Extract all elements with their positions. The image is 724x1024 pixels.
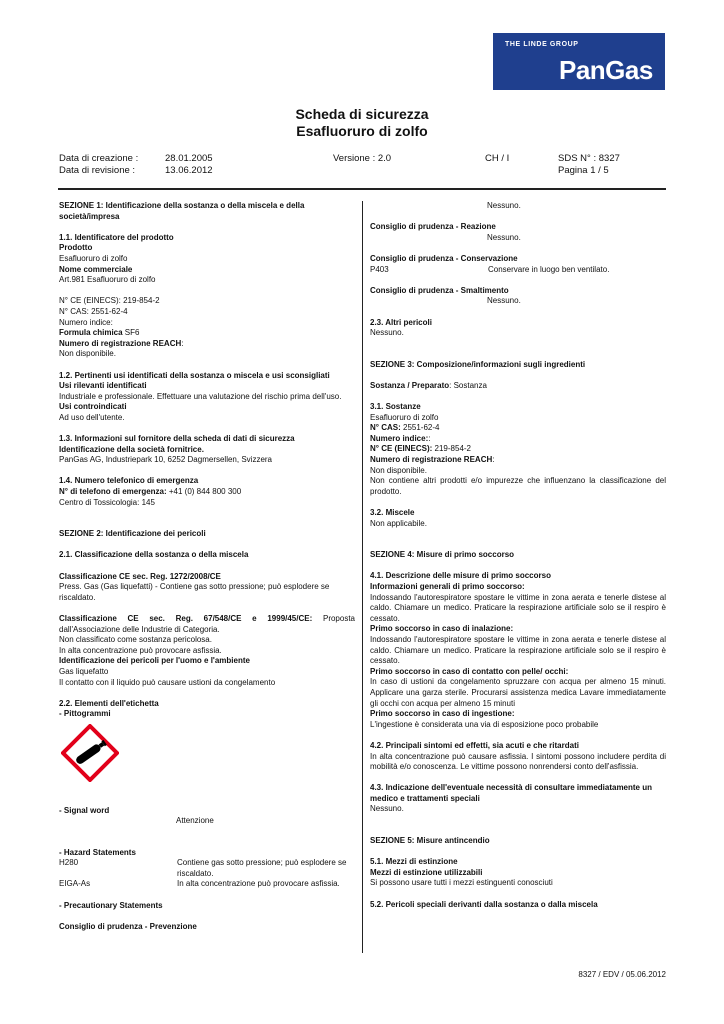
reach-line xyxy=(59,339,355,350)
logo-brand-text: PanGas xyxy=(559,55,653,85)
h280-row xyxy=(59,858,355,879)
sostanza-nome: Esafluoruro di zolfo xyxy=(370,412,439,422)
usi-label: Usi rilevanti identificati xyxy=(59,381,147,391)
reach-value-right: Non disponibile. xyxy=(370,465,427,475)
precautionary-statements-label: - Precautionary Statements xyxy=(59,900,163,910)
usi-value: Industriale e professionale. Effettuare una valutazione del rischio prima dell'uso. xyxy=(59,391,342,401)
identificazione-pericoli-label: Identificazione dei pericoli per l'uomo e l'ambiente xyxy=(59,656,250,666)
formula-line xyxy=(59,328,355,339)
reach-colon-right: : xyxy=(492,455,495,465)
reach-label: Numero di registrazione REACH xyxy=(59,338,182,348)
telefono-line xyxy=(59,487,355,498)
class-1272-value: Press. Gas (Gas liquefatti) - Contiene gas sotto pressione; può esplodere se riscaldato. xyxy=(59,582,330,602)
section-2-title: SEZIONE 2: Identificazione dei pericoli xyxy=(59,529,206,539)
generali-label: Informazioni generali di primo soccorso: xyxy=(370,582,525,591)
class-1272-label: Classificazione CE sec. Reg. 1272/2008/CE xyxy=(59,571,221,581)
header-divider xyxy=(58,188,666,190)
ingestione-label: Primo soccorso in caso di ingestione: xyxy=(370,709,515,719)
version: Versione : 2.0 xyxy=(333,153,392,164)
signal-word-label: - Signal word xyxy=(59,805,110,815)
heading-1-1: 1.1. Identificatore del prodotto xyxy=(59,232,174,242)
indice-line xyxy=(370,434,666,445)
pelle-occhi-text: In caso di ustioni da congelamento spruzzare con acqua per almeno 15 minuti. Applicare una garza sterile. Procurarsi assistenza medica Lavare immediatamente gli occhi con acqua per almeno 15 minuti xyxy=(370,677,666,708)
document-subtitle: Esafluoruro di zolfo xyxy=(296,123,428,139)
indice-value: : xyxy=(428,433,431,443)
smaltimento-label: Consiglio di prudenza - Smaltimento xyxy=(370,285,509,295)
contatto-liquido: Il contatto con il liquido può causare ustioni da congelamento xyxy=(59,677,276,687)
gas-liquefatto: Gas liquefatto xyxy=(59,666,109,676)
prodotto-value: Esafluoruro di zolfo xyxy=(59,253,128,263)
heading-5-2: 5.2. Pericoli speciali derivanti dalla sostanza o dalla miscela xyxy=(370,899,598,909)
heading-2-3: 2.3. Altri pericoli xyxy=(370,317,432,327)
reazione-label: Consiglio di prudenza - Reazione xyxy=(370,222,496,232)
identificazione-label: Identificazione della società fornitrice. xyxy=(59,444,204,454)
section-1-title-cont: società/impresa xyxy=(59,211,120,221)
no-altri-prodotti: Non contiene altri prodotti e/o impurezze che influenzano la classificazione del prodotto. xyxy=(370,476,666,496)
document-title: Scheda di sicurezza xyxy=(295,106,429,122)
creation-value: 28.01.2005 xyxy=(165,153,213,164)
sostanza-value: : Sostanza xyxy=(449,380,487,390)
nome-commerciale-label: Nome commerciale xyxy=(59,264,133,274)
inalazione-text: Indossando l'autorespiratore spostare le vittime in zona aerata e tenerle distese al caldo. Chiamare un medico. Praticare la respirazione artificiale solo se il respiro è cessato. xyxy=(370,634,666,666)
class-67-line xyxy=(59,614,355,635)
right-column xyxy=(370,201,666,910)
creation-label: Data di creazione : xyxy=(59,153,139,164)
formula-value: SF6 xyxy=(122,328,140,338)
logo-group-text: THE LINDE GROUP xyxy=(505,41,579,48)
heading-2-2: 2.2. Elementi dell'etichetta xyxy=(59,698,159,708)
heading-2-1: 2.1. Classificazione della sostanza o della miscela xyxy=(59,550,249,560)
cas-line xyxy=(370,423,666,434)
sostanza-line xyxy=(370,381,666,392)
signal-word-value: Attenzione xyxy=(176,816,214,826)
inalazione-label: Primo soccorso in caso di inalazione: xyxy=(370,624,514,634)
heading-3-1: 3.1. Sostanze xyxy=(370,402,421,412)
conservazione-label: Consiglio di prudenza - Conservazione xyxy=(370,253,518,263)
heading-1-3: 1.3. Informazioni sul fornitore della scheda di dati di sicurezza xyxy=(59,434,295,444)
nessuno-prevenzione: Nessuno. xyxy=(487,201,521,210)
indice-label: Numero indice: xyxy=(370,433,429,443)
heading-3-2: 3.2. Miscele xyxy=(370,508,415,518)
class-67-label: Classificazione CE sec. Reg. 67/548/CE e 1999/45/CE: xyxy=(59,613,313,623)
column-divider xyxy=(362,201,363,953)
heading-5-1: 5.1. Mezzi di estinzione xyxy=(370,857,458,867)
country-code: CH / I xyxy=(485,153,510,164)
identificazione-value: PanGas AG, Industriepark 10, 6252 Dagmersellen, Svizzera xyxy=(59,455,272,465)
revision-value: 13.06.2012 xyxy=(165,165,213,176)
class-67-value: Proposta dall'Associazione delle Industrie di Categoria. xyxy=(59,613,355,634)
non-classificato: Non classificato come sostanza pericolosa. xyxy=(59,635,212,645)
pelle-occhi-label: Primo soccorso in caso di contatto con pelle/ occhi: xyxy=(370,666,569,676)
ce-line xyxy=(370,444,666,455)
section-3-title: SEZIONE 3: Composizione/informazioni sugli ingredienti xyxy=(370,359,586,369)
gas-cylinder-pictogram-icon xyxy=(61,724,119,782)
generali-text: Indossando l'autorespiratore spostare le vittime in zona aerata e tenerle distese al caldo. Chiamare un medico. Praticare la respirazione artificiale solo se il respiro è cessato. xyxy=(370,592,666,623)
ce-number: N° CE (EINECS): 219-854-2 xyxy=(59,296,160,306)
mezzi-label: Mezzi di estinzione utilizzabili xyxy=(370,867,483,877)
tossicologia: Centro di Tossicologia: 145 xyxy=(59,497,155,507)
sintomi-text: In alta concentrazione può causare asfissia. I sintomi possono includere perdita di mobilità e/o conoscenza. Le vittime possono nonrendersi conto dell'asfissia. xyxy=(370,751,666,772)
revision-label: Data di revisione : xyxy=(59,165,136,176)
left-column xyxy=(59,201,355,932)
hazard-statements-label: - Hazard Statements xyxy=(59,847,136,857)
nome-commerciale-value: Art.981 Esafluoruro di zolfo xyxy=(59,275,156,285)
reach-line-right xyxy=(370,455,666,466)
mezzi-text: Si possono usare tutti i mezzi estinguenti conosciuti xyxy=(370,878,553,888)
cas-number: N° CAS: 2551-62-4 xyxy=(59,306,128,316)
sds-number: SDS N° : 8327 xyxy=(558,153,620,164)
linde-pangas-logo xyxy=(493,33,665,90)
ce-value: 219-854-2 xyxy=(432,444,472,454)
heading-4-1: 4.1. Descrizione delle misure di primo soccorso xyxy=(370,571,551,581)
formula-label: Formula chimica xyxy=(59,328,123,338)
reach-value: Non disponibile. xyxy=(59,349,116,359)
prevenzione-label: Consiglio di prudenza - Prevenzione xyxy=(59,921,197,931)
heading-1-2: 1.2. Pertinenti usi identificati della sostanza o miscela e usi sconsigliati xyxy=(59,370,330,380)
nessuno-medico: Nessuno. xyxy=(370,804,404,814)
prodotto-label: Prodotto xyxy=(59,243,93,253)
sostanza-label: Sostanza / Preparato xyxy=(370,380,450,390)
cas-value: 2551-62-4 xyxy=(400,423,440,433)
ce-label: N° CE (EINECS): xyxy=(370,444,433,454)
telefono-value: +41 (0) 844 800 300 xyxy=(166,487,242,497)
controindicati-label: Usi controindicati xyxy=(59,402,127,412)
footer-reference: 8327 / EDV / 05.06.2012 xyxy=(578,970,666,979)
heading-4-3: 4.3. Indicazione dell'eventuale necessità di consultare immediatamente un medico e trattamenti speciali xyxy=(370,783,652,803)
heading-4-2: 4.2. Principali sintomi ed effetti, sia acuti e che ritardati xyxy=(370,740,579,750)
nessuno-reazione: Nessuno. xyxy=(487,232,521,242)
nessuno-smaltimento: Nessuno. xyxy=(487,296,521,306)
reach-label-right: Numero di registrazione REACH xyxy=(370,455,493,465)
nessuno-altri-pericoli: Nessuno. xyxy=(370,328,404,338)
p403-code: P403 xyxy=(370,264,389,274)
section-1-title: SEZIONE 1: Identificazione della sostanza o della miscela e della xyxy=(59,201,305,210)
eiga-text: In alta concentrazione può provocare asfissia. xyxy=(177,879,340,889)
ingestione-text: L'ingestione è considerata una via di esposizione poco probabile xyxy=(370,719,599,729)
eiga-row xyxy=(59,879,355,890)
controindicati-value: Ad uso dell'utente. xyxy=(59,412,125,422)
non-applicabile: Non applicabile. xyxy=(370,518,427,528)
h280-code: H280 xyxy=(59,858,79,868)
telefono-label: N° di telefono di emergenza: xyxy=(59,487,167,497)
numero-indice: Numero indice: xyxy=(59,317,113,327)
h280-text: Contiene gas sotto pressione; può esplodere se riscaldato. xyxy=(177,858,347,878)
heading-1-4: 1.4. Numero telefonico di emergenza xyxy=(59,476,199,486)
eiga-code: EIGA-As xyxy=(59,879,91,889)
page-number: Pagina 1 / 5 xyxy=(558,165,609,176)
pittogrammi-label: - Pittogrammi xyxy=(59,709,111,719)
cas-label: N° CAS: xyxy=(370,423,401,433)
p403-text: Conservare in luogo ben ventilato. xyxy=(488,264,610,274)
section-5-title: SEZIONE 5: Misure antincendio xyxy=(370,836,490,846)
section-4-title: SEZIONE 4: Misure di primo soccorso xyxy=(370,550,515,560)
p403-row xyxy=(370,265,666,276)
reach-colon: : xyxy=(181,338,184,348)
alta-concentrazione: In alta concentrazione può provocare asfissia. xyxy=(59,645,222,655)
